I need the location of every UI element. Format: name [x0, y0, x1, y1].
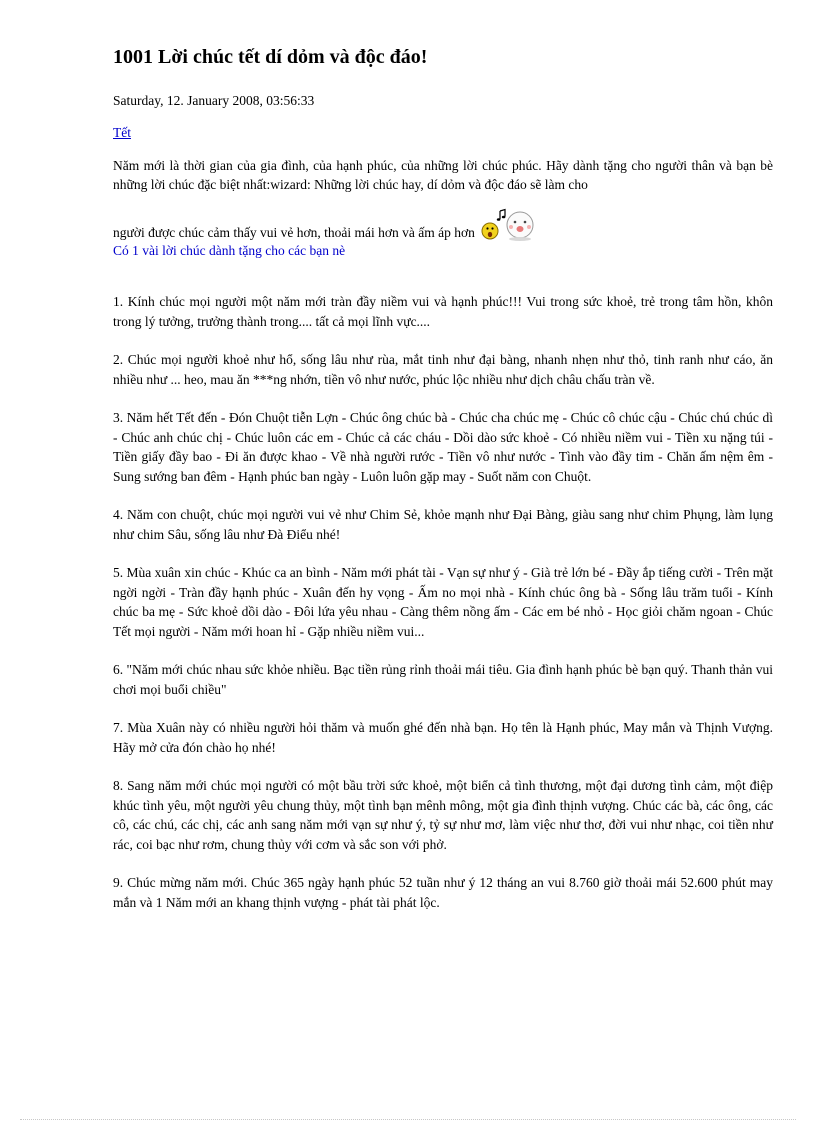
category-row	[113, 124, 773, 142]
article	[113, 44, 773, 931]
wish-item: 6. "Năm mới chúc nhau sức khỏe nhiều. Bạc tiền rủng rỉnh thoải mái tiêu. Gia đình hạnh phúc bè bạn quý. Thanh thản vui chơi mọi buổi chiều"	[113, 662, 773, 697]
wish-item: 2. Chúc mọi người khoẻ như hổ, sống lâu như rùa, mắt tinh như đại bàng, nhanh nhẹn như thỏ, tinh ranh như cáo, ăn nhiều như ... heo, mau ăn ***ng nhớn, tiền vô như nước, phúc lộc nhiều như dịch châu chấu tràn về.	[113, 352, 773, 387]
page-title: 1001 Lời chúc tết dí dỏm và độc đáo!	[113, 46, 428, 68]
intro-paragraph	[113, 156, 773, 260]
category-link[interactable]: Tết	[113, 125, 131, 140]
intro-line-with-emoji	[113, 208, 773, 242]
singing-smiley-icon	[481, 208, 539, 242]
wish-item: 5. Mùa xuân xin chúc - Khúc ca an bình - Năm mới phát tài - Vạn sự như ý - Già trẻ lớn bé - Đầy ắp tiếng cười - Trên mặt ngời ngời - Tràn đầy hạnh phúc - Xuân đến hy vọng - Ấm no mọi nhà - Kính chúc ông bà - Sống lâu trăm tuổi - Kính chúc ba mẹ - Sức khoẻ dồi dào - Đôi lứa yêu nhau - Càng thêm nồng ấm - Các em bé nhỏ - Học giỏi chăm ngoan - Chúc Tết mọi người - Năm mới hoan hỉ - Gặp nhiều niềm vui...	[113, 565, 773, 639]
intro-line: Năm mới là thời gian của gia đình, của hạnh phúc, của những lời chúc phúc. Hãy dành tặng cho người thân và bạn bè những lời chúc đặc biệt nhất:wizard: Những lời chúc hay, dí dỏm và độc đáo sẽ làm cho	[113, 158, 773, 192]
sub-link[interactable]: Có 1 vài lời chúc dành tặng cho các bạn nè	[113, 243, 346, 258]
wish-item: 9. Chúc mừng năm mới. Chúc 365 ngày hạnh phúc 52 tuần như ý 12 tháng an vui 8.760 giờ thoải mái 52.600 phút may mắn và 1 Năm mới an khang thịnh vượng - phát tài phát lộc.	[113, 875, 773, 910]
intro-line: người được chúc cảm thấy vui vẻ hơn, thoải mái hơn và ấm áp hơn	[113, 225, 475, 240]
wish-item: 3. Năm hết Tết đến - Đón Chuột tiễn Lợn - Chúc ông chúc bà - Chúc cha chúc mẹ - Chúc cô chúc cậu - Chúc chú chúc dì - Chúc anh chúc chị - Chúc luôn các em - Chúc cả các cháu - Dồi dào sức khoẻ - Có nhiều niềm vui - Tiền xu nặng túi - Tiền giấy đầy bao - Đi ăn được khao - Về nhà người rước - Tiền vô như nước - Tình vào đầy tim - Chăn ấm nệm êm - Sung sướng ban đêm - Hạnh phúc ban ngày - Luôn luôn gặp may - Suốt năm con Chuột.	[113, 410, 773, 484]
page-bottom-divider	[20, 1119, 796, 1120]
wish-item: 8. Sang năm mới chúc mọi người có một bầu trời sức khoẻ, một biển cả tình thương, một đại dương tình cảm, một điệp khúc tình yêu, một người yêu chung thủy, một tình bạn mênh mông, một gia đình thịnh vượng. Chúc các bà, các ông, các cô, các chú, các chị, các anh sang năm mới vạn sự như ý, tỷ sự như mơ, làm việc như thơ, đời vui như nhạc, coi tiền như rác, coi bạc như rơm, chung thủy với cơm và sắc son với phở.	[113, 778, 773, 852]
wish-item: 4. Năm con chuột, chúc mọi người vui vẻ như Chim Sẻ, khỏe mạnh như Đại Bàng, giàu sang như chim Phụng, làm lụng như chim Sâu, sống lâu như Đà Điểu nhé!	[113, 507, 773, 542]
wish-item: 1. Kính chúc mọi người một năm mới tràn đầy niềm vui và hạnh phúc!!! Vui trong sức khoẻ, trẻ trong tâm hồn, khôn trong lý tưởng, trưởng thành trong.... tất cả mọi lĩnh vực....	[113, 294, 773, 329]
post-date: Saturday, 12. January 2008, 03:56:33	[113, 93, 315, 108]
wish-list	[113, 292, 773, 912]
wish-item: 7. Mùa Xuân này có nhiều người hỏi thăm và muốn ghé đến nhà bạn. Họ tên là Hạnh phúc, May mắn và Thịnh Vượng. Hãy mở cửa đón chào họ nhé!	[113, 720, 773, 755]
